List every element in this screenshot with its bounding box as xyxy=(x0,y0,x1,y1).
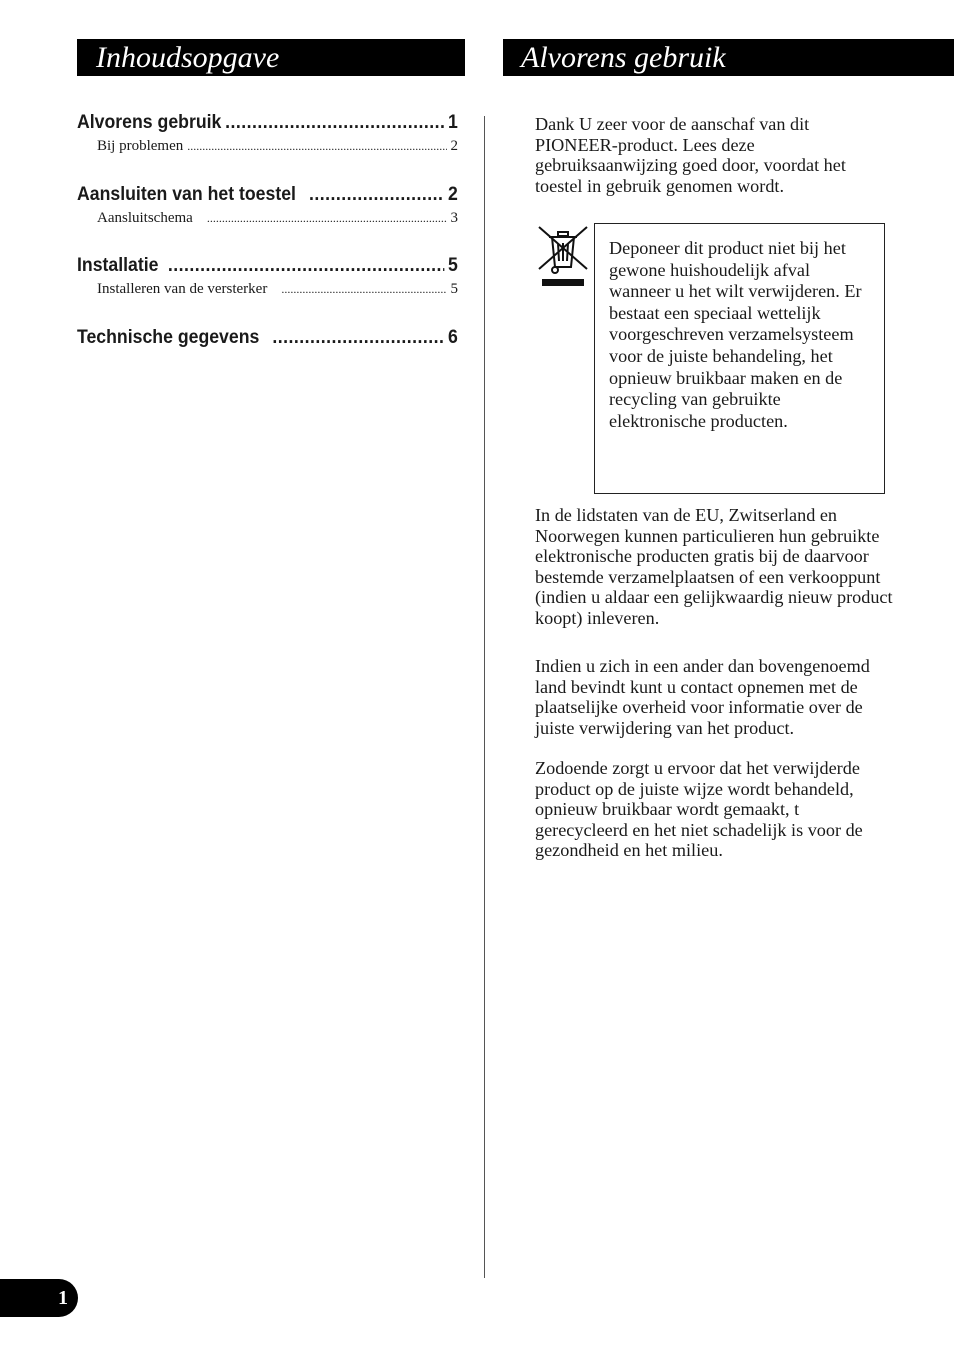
intro-paragraph: Dank U zeer voor de aanschaf van dit PIONEER-product. Lees deze gebruiksaanwijzing goed door, voordat het toestel in gebruik genomen wordt. xyxy=(535,114,846,196)
toc-main-line[interactable] xyxy=(77,327,458,349)
toc-leader xyxy=(281,281,446,298)
toc-header: Inhoudsopgave xyxy=(77,39,465,76)
disposal-notice-text: Deponeer dit product niet bij het gewone huishoudelijk afval wanneer u het wilt verwijderen. Er bestaat een speciaal wettelijk voorgeschreven verzamelsysteem voor de juiste behandeling, het opnieuw bruikbaar maken en de recycling van gebruikte elektronische producten. xyxy=(609,238,862,431)
toc-leader xyxy=(309,184,444,206)
toc-main-line[interactable] xyxy=(77,255,458,277)
toc-main-line[interactable] xyxy=(77,112,458,134)
toc-sub-line[interactable] xyxy=(77,281,458,298)
toc-leader xyxy=(272,327,444,349)
toc-entry-title: Alvorens gebruik xyxy=(77,112,222,133)
section-header: Alvorens gebruik xyxy=(503,39,954,76)
toc-entry[interactable] xyxy=(77,327,458,349)
toc-entry-page: 2 xyxy=(448,184,458,205)
toc-entry-page: 1 xyxy=(448,112,458,133)
toc-sub-page: 2 xyxy=(450,138,458,154)
toc-entry-page: 6 xyxy=(448,327,458,348)
column-divider xyxy=(484,116,485,1278)
body-paragraph: In de lidstaten van de EU, Zwitserland en Noorwegen kunnen particulieren hun gebruikte elektronische producten gratis bij de daarvoor bestemde verzamelplaatsen of een verkooppunt (indien u aldaar een gelijkwaardig nieuw product koopt) inleveren. xyxy=(535,505,893,628)
toc-sub-title: Aansluitschema xyxy=(97,210,193,226)
toc-sub-line[interactable] xyxy=(77,210,458,227)
toc-leader xyxy=(207,210,447,227)
toc-leader xyxy=(187,138,446,155)
toc-sub-line[interactable] xyxy=(77,138,458,155)
body-paragraph: Zodoende zorgt u ervoor dat het verwijderde product op de juiste wijze wordt behandeld, opnieuw bruikbaar wordt gemaakt, t gerecycleerd en het niet schadelijk is voor de gezondheid en het milieu. xyxy=(535,758,863,861)
toc-sub-page: 3 xyxy=(450,210,458,226)
page-number-badge: 1 xyxy=(0,1279,78,1317)
toc-entry[interactable] xyxy=(77,255,458,298)
toc-sub-title: Installeren van de versterker xyxy=(97,281,268,297)
disposal-notice-box xyxy=(594,223,885,494)
crossed-out-wheelie-bin-icon xyxy=(536,223,590,289)
toc-sub-title: Bij problemen xyxy=(97,138,184,154)
toc-entry-title: Installatie xyxy=(77,255,159,276)
body-paragraph: Indien u zich in een ander dan bovengenoemd land bevindt kunt u contact opnemen met de plaatselijke overheid voor informatie over de juiste verwijdering van het product. xyxy=(535,656,870,738)
toc-entry[interactable] xyxy=(77,184,458,227)
toc-entry-page: 5 xyxy=(448,255,458,276)
toc-entry-title: Technische gegevens xyxy=(77,327,260,348)
toc-entry[interactable] xyxy=(77,112,458,155)
toc-main-line[interactable] xyxy=(77,184,458,206)
toc-sub-page: 5 xyxy=(450,281,458,297)
toc-leader xyxy=(168,255,445,277)
toc-leader xyxy=(225,112,444,134)
toc-entry-title: Aansluiten van het toestel xyxy=(77,184,296,205)
